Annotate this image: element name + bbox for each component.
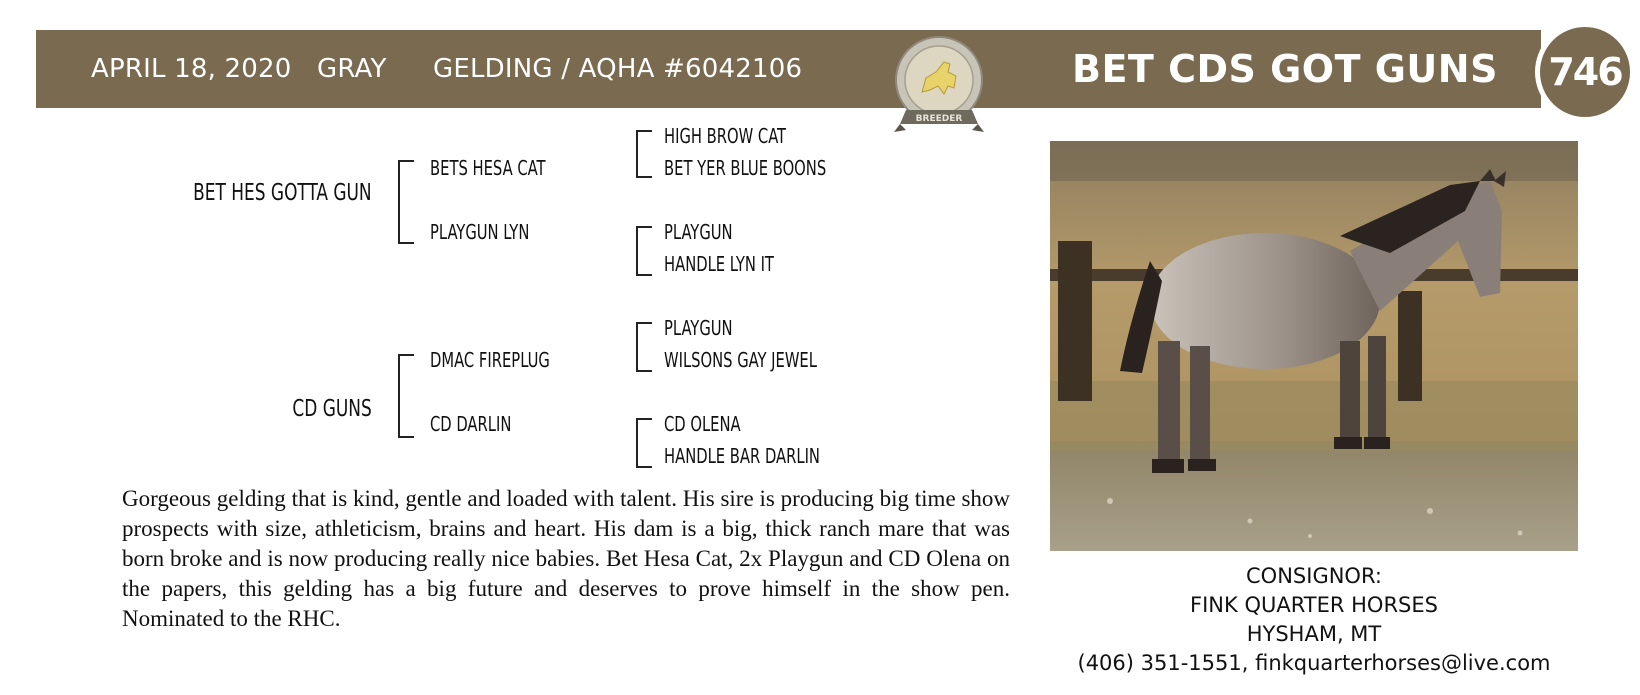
pedigree-sire-sire: BETS HESA CAT — [430, 156, 546, 180]
pedigree-dam-sire: DMAC FIREPLUG — [430, 348, 550, 372]
consignor-label: CONSIGNOR: — [1246, 564, 1382, 588]
horse-name: BET CDS GOT GUNS — [1072, 47, 1498, 91]
horse-description: Gorgeous gelding that is kind, gentle and loaded with talent. His sire is producing big time show prospects with size, athleticism, brains and heart. His dam is a big, thick ranch mare that was born broke and is now producing really nice babies. Bet Hesa Cat, 2x Playgun and CD Olena on the papers, this gelding has a big future and deserves to prove himself in the show pen. Nominated to the RHC. — [122, 486, 1010, 631]
consignor-block — [1050, 562, 1578, 678]
pedigree-dam-sire-sire: PLAYGUN — [664, 316, 733, 340]
foaling-date: APRIL 18, 2020 — [91, 54, 292, 84]
horse-color: GRAY — [317, 54, 387, 84]
breeder-seal-icon — [892, 36, 986, 136]
pedigree-bracket — [636, 322, 652, 372]
pedigree-dam-dam-sire: CD OLENA — [664, 412, 741, 436]
pedigree-sire-sire-sire: HIGH BROW CAT — [664, 124, 787, 148]
pedigree-bracket — [398, 354, 414, 438]
pedigree-dam-dam: CD DARLIN — [430, 412, 512, 436]
consignor-name: FINK QUARTER HORSES — [1190, 593, 1438, 617]
horse-photo — [1050, 141, 1578, 551]
pedigree-dam-dam-dam: HANDLE BAR DARLIN — [664, 444, 820, 468]
consignor-contact: (406) 351-1551, finkquarterhorses@live.com — [1077, 651, 1551, 675]
pedigree-sire-dam: PLAYGUN LYN — [430, 220, 530, 244]
pedigree-dam: CD GUNS — [292, 396, 372, 422]
pedigree-bracket — [636, 418, 652, 468]
lot-number-badge — [1535, 22, 1635, 122]
pedigree-bracket — [398, 160, 414, 244]
pedigree-sire-dam-dam: HANDLE LYN IT — [664, 252, 774, 276]
sex-registry: GELDING / AQHA #6042106 — [433, 54, 803, 84]
pedigree-bracket — [636, 226, 652, 276]
pedigree-sire-sire-dam: BET YER BLUE BOONS — [664, 156, 827, 180]
pedigree-bracket — [636, 130, 652, 178]
seal-label: BREEDER — [915, 114, 963, 124]
consignor-location: HYSHAM, MT — [1246, 622, 1382, 646]
pedigree-sire: BET HES GOTTA GUN — [193, 180, 372, 206]
pedigree-sire-dam-sire: PLAYGUN — [664, 220, 733, 244]
pedigree-dam-sire-dam: WILSONS GAY JEWEL — [664, 348, 817, 372]
lot-number: 746 — [1548, 50, 1622, 94]
